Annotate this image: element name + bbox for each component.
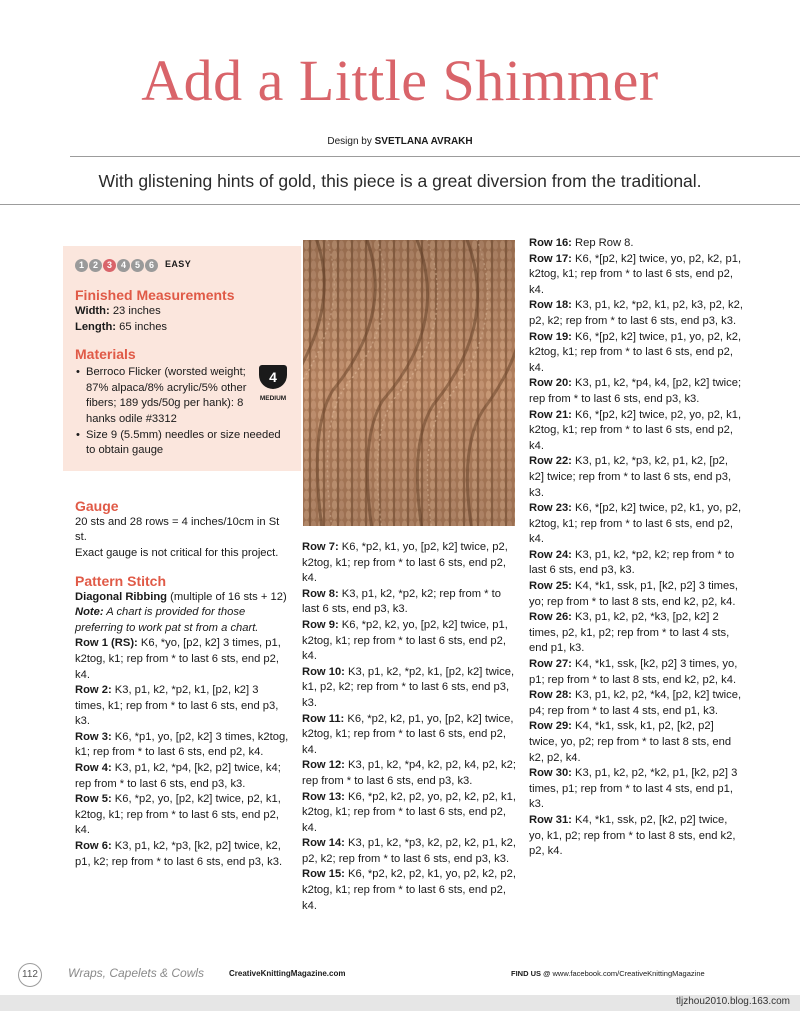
knit-swatch-photo xyxy=(303,240,515,526)
row-label: Row 6: xyxy=(75,840,112,853)
row-instructions: K3, p1, k2, *p4, k2, p2, k4, p2, k2; rep from * to last 6 sts, end p3, k3. xyxy=(302,759,516,787)
column-left xyxy=(75,246,289,870)
pattern-row xyxy=(302,665,516,712)
row-label: Row 8: xyxy=(302,587,339,600)
column-right xyxy=(529,236,743,860)
row-instructions: K6, *yo, [p2, k2] 3 times, p1, k2tog, k1; rep from * to last 6 sts, end p2, k4. xyxy=(75,637,281,681)
row-instructions: K3, p1, k2, *p2, k1, p2, k3, p2, k2, p2, k2; rep from * to last 6 sts, end p3, k3. xyxy=(529,299,743,327)
divider-bottom xyxy=(0,204,800,205)
row-instructions: K3, p1, k2, p2, *k3, [p2, k2] 2 times, p2, k1, p2; rep from * to last 4 sts, end p1, k3. xyxy=(529,611,730,655)
row-label: Row 22: xyxy=(529,455,572,468)
row-label: Row 31: xyxy=(529,813,572,826)
designer-name: SVETLANA AVRAKH xyxy=(374,136,473,147)
width-line xyxy=(75,304,289,320)
pattern-row xyxy=(302,867,516,914)
gauge-text: 20 sts and 28 rows = 4 inches/10cm in St st. xyxy=(75,515,280,544)
row-label: Row 12: xyxy=(302,759,345,772)
gauge-heading: Gauge xyxy=(75,497,119,514)
row-label: Row 23: xyxy=(529,502,572,515)
designer-byline xyxy=(0,136,800,147)
stitch-name: Diagonal Ribbing xyxy=(75,590,167,603)
row-instructions: K4, *k1, ssk, p2, [k2, p2] twice, yo, k1, p2; rep from * to last 8 sts, end k2, p2, k4. xyxy=(529,813,736,858)
row-instructions: K3, p1, k2, *p4, k4, [p2, k2] twice; rep from * to last 6 sts, end p3, k3. xyxy=(529,377,742,405)
row-label: Row 3: xyxy=(75,730,112,743)
row-label: Row 16: xyxy=(529,237,572,249)
pattern-row xyxy=(75,839,289,870)
pattern-row xyxy=(529,657,743,688)
row-instructions: K3, p1, k2, p2, *k4, [p2, k2] twice, p4; rep from * to last 4 sts, end p1, k3. xyxy=(529,689,742,717)
skill-dot-5: 5 xyxy=(131,259,144,272)
pattern-row xyxy=(529,236,743,252)
row-instructions: K3, p1, k2, *p2, k1, [p2, k2] 3 times, k1; rep from * to last 6 sts, end p3, k3. xyxy=(75,684,279,728)
pattern-row xyxy=(529,610,743,657)
watermark-bar xyxy=(0,995,800,1011)
pattern-row xyxy=(302,618,516,665)
tagline: With glistening hints of gold, this piece is a great diversion from the traditional. xyxy=(98,171,702,191)
row-instructions: K6, *[p2, k2] twice, p2, yo, p2, k1, k2tog, k1; rep from * to last 6 sts, end p2, k4. xyxy=(529,408,742,452)
skill-dot-3-active: 3 xyxy=(103,259,116,272)
row-label: Row 29: xyxy=(529,720,572,733)
pattern-row xyxy=(529,454,743,501)
row-instructions: K3, p1, k2, *p3, k2, p1, k2, [p2, k2] twice; rep from * to last 6 sts, end p3, k3. xyxy=(529,455,732,499)
byline-prefix: Design by xyxy=(327,136,372,147)
pattern-row xyxy=(529,579,743,610)
pattern-row xyxy=(302,836,516,867)
row-label: Row 24: xyxy=(529,548,572,561)
row-instructions: K6, *[p2, k2] twice, yo, p2, k2, p1, k2tog, k1; rep from * to last 6 sts, end p2, k4. xyxy=(529,252,742,296)
pattern-row xyxy=(75,683,289,730)
row-instructions: K3, p1, k2, *p3, [k2, p2] twice, k2, p1, k2; rep from * to last 6 sts, end p3, k3. xyxy=(75,840,283,868)
row-instructions: K6, *p2, k2, p2, yo, p2, k2, p2, k1, k2tog, k1; rep from * to last 6 sts, end p2, k4. xyxy=(302,790,516,834)
width-label: Width: xyxy=(75,305,110,317)
pattern-row xyxy=(529,688,743,719)
row-label: Row 25: xyxy=(529,580,572,593)
rows-list-2 xyxy=(302,540,516,914)
row-instructions: K3, p1, k2, p2, *k2, p1, [k2, p2] 3 times, p1; rep from * to last 4 sts, end p1, k3. xyxy=(529,767,738,811)
length-value: 65 inches xyxy=(119,320,168,333)
row-label: Row 20: xyxy=(529,377,572,390)
pattern-row xyxy=(529,408,743,455)
row-instructions: K4, *k1, ssk, [k2, p2] 3 times, yo, p1; rep from * to last 8 sts, end k2, p2, k4. xyxy=(529,658,738,686)
row-instructions: K3, p1, k2, *p4, [k2, p2] twice, k4; rep from * to last 6 sts, end p3, k3. xyxy=(75,762,281,790)
material-item: • Size 9 (5.5mm) needles or size needed to obtain gauge xyxy=(86,428,289,459)
gauge-note: Exact gauge is not critical for this project. xyxy=(75,546,279,559)
row-instructions: K6, *p2, k2, yo, [p2, k2] twice, p1, k2tog, k1; rep from * to last 6 sts, end p2, k4. xyxy=(302,618,508,663)
pattern-row xyxy=(529,298,743,329)
rows-list-1 xyxy=(75,636,289,870)
row-label: Row 7: xyxy=(302,541,339,553)
row-label: Row 14: xyxy=(302,837,345,850)
row-label: Row 1 (RS): xyxy=(75,637,138,650)
row-instructions: K6, *[p2, k2] twice, p1, yo, p2, k2, k2tog, k1; rep from * to last 6 sts, end p2, k4. xyxy=(529,330,742,374)
row-label: Row 18: xyxy=(529,299,572,312)
pattern-row xyxy=(302,790,516,837)
find-us-label: FIND US @ xyxy=(511,969,551,978)
stitch-multiple: (multiple of 16 sts + 12) xyxy=(166,590,287,603)
pattern-stitch-name xyxy=(75,590,289,606)
pattern-note xyxy=(75,605,289,636)
row-instructions: K6, *p2, yo, [p2, k2] twice, p2, k1, k2tog, k1; rep from * to last 6 sts, end p2, k4. xyxy=(75,793,281,837)
length-label: Length: xyxy=(75,320,117,333)
pattern-row xyxy=(75,636,289,683)
pattern-row xyxy=(529,376,743,407)
row-label: Row 30: xyxy=(529,767,572,780)
row-label: Row 28: xyxy=(529,689,572,702)
row-label: Row 15: xyxy=(302,868,345,881)
row-instructions: K6, *p2, k2, p2, k1, yo, p2, k2, p2, k2tog, k1; rep from * to last 6 sts, end p2, k4. xyxy=(302,868,516,912)
row-label: Row 11: xyxy=(302,712,345,725)
divider-top xyxy=(70,156,800,157)
row-label: Row 9: xyxy=(302,618,339,631)
materials-list xyxy=(75,365,289,459)
row-label: Row 21: xyxy=(529,408,572,421)
row-label: Row 27: xyxy=(529,658,572,671)
info-box xyxy=(63,246,301,471)
row-instructions: K4, *k1, ssk, k1, p2, [k2, p2] twice, yo, p2; rep from * to last 8 sts, end k2, p2, k4. xyxy=(529,720,732,764)
row-instructions: K3, p1, k2, *p2, k1, [p2, k2] twice, k1, p2, k2; rep from * to last 6 sts, end p3, k3. xyxy=(302,665,515,709)
page-number: 112 xyxy=(18,963,42,987)
pattern-row xyxy=(529,719,743,766)
pattern-row xyxy=(529,548,743,579)
rows-list-3 xyxy=(529,236,743,860)
row-label: Row 10: xyxy=(302,665,345,678)
skill-level xyxy=(75,254,289,276)
row-instructions: K3, p1, k2, *p2, k2; rep from * to last 6 sts, end p3, k3. xyxy=(302,587,501,616)
row-label: Row 17: xyxy=(529,252,572,265)
skill-dot-4: 4 xyxy=(117,259,130,272)
row-label: Row 19: xyxy=(529,330,572,343)
page-footer xyxy=(0,963,800,985)
column-middle xyxy=(302,540,516,914)
finished-measurements-heading: Finished Measurements xyxy=(75,287,235,303)
note-text: A chart is provided for those preferring to work pat st from a chart. xyxy=(75,606,259,634)
material-item: • Berroco Flicker (worsted weight; 87% alpaca/8% acrylic/5% other fibers; 189 yds/50g per hank): 8 hanks odile #3312 xyxy=(86,365,289,427)
row-instructions: K3, p1, k2, *p3, k2, p2, k2, p1, k2, p2, k2; rep from * to last 6 sts, end p3, k3. xyxy=(302,837,516,865)
pattern-row xyxy=(302,540,516,587)
yarn-weight-icon: 4 xyxy=(259,365,287,389)
pattern-row xyxy=(302,712,516,759)
skill-dot-2: 2 xyxy=(89,259,102,272)
yarn-weight-label: MEDIUM xyxy=(259,395,287,403)
pattern-row xyxy=(302,587,516,618)
row-instructions: K3, p1, k2, *p2, k2; rep from * to last 6 sts, end p3, k3. xyxy=(529,548,735,577)
pattern-row xyxy=(75,730,289,761)
row-instructions: K6, *[p2, k2] twice, p2, k1, yo, p2, k2tog, k1; rep from * to last 6 sts, end p2, k4. xyxy=(529,502,742,546)
find-us xyxy=(511,969,705,978)
skill-label: EASY xyxy=(165,259,192,270)
pattern-row xyxy=(529,330,743,377)
row-instructions: K6, *p2, k2, p1, yo, [p2, k2] twice, k2tog, k1; rep from * to last 6 sts, end p2, k4. xyxy=(302,712,514,756)
row-instructions: K4, *k1, ssk, p1, [k2, p2] 3 times, yo; rep from * to last 8 sts, end k2, p2, k4. xyxy=(529,580,738,608)
facebook-link[interactable]: www.facebook.com/CreativeKnittingMagazine xyxy=(552,969,705,978)
pattern-row xyxy=(302,758,516,789)
pattern-row xyxy=(75,792,289,839)
pattern-row xyxy=(529,252,743,299)
row-label: Row 4: xyxy=(75,762,112,775)
row-label: Row 2: xyxy=(75,684,112,697)
skill-dot-1: 1 xyxy=(75,259,88,272)
skill-dot-6: 6 xyxy=(145,259,158,272)
length-line xyxy=(75,320,289,336)
page-title: Add a Little Shimmer xyxy=(141,48,659,113)
row-label: Row 26: xyxy=(529,611,572,624)
pattern-row xyxy=(529,766,743,813)
note-label: Note: xyxy=(75,606,104,619)
watermark: tljzhou2010.blog.163.com xyxy=(676,996,790,1007)
row-instructions: Rep Row 8. xyxy=(571,237,634,249)
row-label: Row 13: xyxy=(302,790,345,803)
row-instructions: K6, *p2, k1, yo, [p2, k2] twice, p2, k2tog, k1; rep from * to last 6 sts, end p2, k4. xyxy=(302,541,508,585)
materials-heading: Materials xyxy=(75,346,136,363)
section-name: Wraps, Capelets & Cowls xyxy=(68,966,205,980)
pattern-stitch-heading: Pattern Stitch xyxy=(75,572,167,589)
site-link[interactable]: CreativeKnittingMagazine.com xyxy=(229,969,346,978)
row-instructions: K6, *p1, yo, [p2, k2] 3 times, k2tog, k1; rep from * to last 6 sts, end p2, k4. xyxy=(75,730,289,759)
pattern-row xyxy=(75,761,289,792)
pattern-row xyxy=(529,813,743,860)
pattern-row xyxy=(529,501,743,548)
row-label: Row 5: xyxy=(75,793,112,806)
width-value: 23 inches xyxy=(112,305,161,317)
